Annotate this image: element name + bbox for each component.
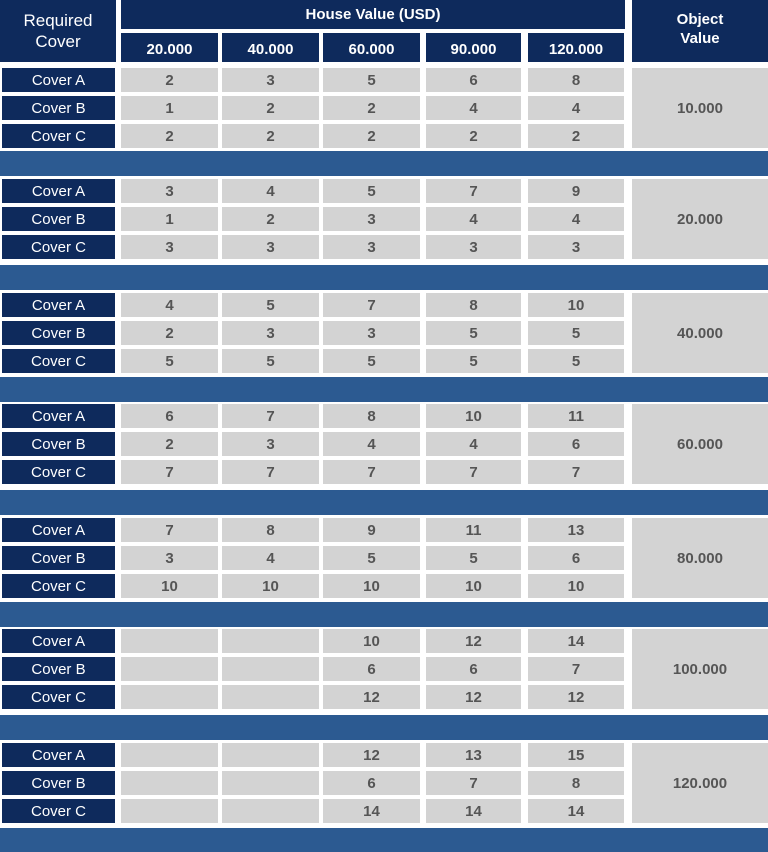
cover-value-cell: 4 bbox=[426, 207, 521, 231]
cover-label: Cover A bbox=[2, 68, 115, 92]
cover-value-cell: 4 bbox=[426, 432, 521, 456]
cover-value-cell: 8 bbox=[222, 518, 319, 542]
cover-value-cell: 4 bbox=[222, 179, 319, 203]
object-value-cell: 60.000 bbox=[632, 404, 768, 484]
cover-value-cell: 10 bbox=[222, 574, 319, 598]
cover-value-cell: 8 bbox=[528, 68, 624, 92]
cover-value-cell: 3 bbox=[222, 68, 319, 92]
cover-value-cell: 2 bbox=[121, 321, 218, 345]
cover-value-cell: 10 bbox=[426, 574, 521, 598]
cover-value-cell: 3 bbox=[323, 207, 420, 231]
cover-value-cell bbox=[121, 771, 218, 795]
cover-value-cell: 11 bbox=[426, 518, 521, 542]
cover-value-cell: 7 bbox=[528, 657, 624, 681]
cover-value-cell bbox=[222, 657, 319, 681]
cover-value-cell: 5 bbox=[323, 349, 420, 373]
house-value-header: House Value (USD) bbox=[121, 0, 625, 29]
cover-value-cell: 4 bbox=[121, 293, 218, 317]
cover-value-cell: 3 bbox=[222, 321, 319, 345]
cover-value-cell: 10 bbox=[323, 574, 420, 598]
group-separator-bar bbox=[0, 151, 768, 176]
cover-value-cell: 2 bbox=[121, 68, 218, 92]
cover-value-cell: 9 bbox=[528, 179, 624, 203]
cover-value-cell: 5 bbox=[426, 349, 521, 373]
cover-value-cell bbox=[121, 657, 218, 681]
house-value-col-header: 20.000 bbox=[121, 33, 218, 62]
cover-value-cell bbox=[222, 799, 319, 823]
cover-value-cell: 5 bbox=[528, 321, 624, 345]
cover-value-cell: 6 bbox=[426, 657, 521, 681]
cover-value-cell: 2 bbox=[121, 124, 218, 148]
cover-label: Cover B bbox=[2, 657, 115, 681]
cover-value-cell: 10 bbox=[426, 404, 521, 428]
cover-value-cell: 7 bbox=[528, 460, 624, 484]
cover-value-cell bbox=[222, 629, 319, 653]
object-value-cell: 120.000 bbox=[632, 743, 768, 823]
cover-value-cell: 13 bbox=[426, 743, 521, 767]
cover-label: Cover C bbox=[2, 799, 115, 823]
object-value-cell: 100.000 bbox=[632, 629, 768, 709]
cover-value-cell: 5 bbox=[426, 546, 521, 570]
cover-value-cell: 7 bbox=[323, 293, 420, 317]
cover-value-cell: 3 bbox=[323, 235, 420, 259]
cover-value-cell: 5 bbox=[121, 349, 218, 373]
cover-value-cell bbox=[222, 743, 319, 767]
group-separator-bar bbox=[0, 602, 768, 627]
cover-value-cell: 7 bbox=[121, 460, 218, 484]
required-cover-header: Required Cover bbox=[0, 0, 116, 62]
cover-label: Cover C bbox=[2, 574, 115, 598]
cover-value-cell: 13 bbox=[528, 518, 624, 542]
cover-value-cell: 8 bbox=[426, 293, 521, 317]
cover-label: Cover B bbox=[2, 96, 115, 120]
cover-value-cell: 14 bbox=[528, 629, 624, 653]
object-value-cell: 10.000 bbox=[632, 68, 768, 148]
cover-value-cell: 5 bbox=[426, 321, 521, 345]
cover-value-cell: 5 bbox=[222, 293, 319, 317]
cover-value-cell: 2 bbox=[222, 96, 319, 120]
cover-value-cell: 5 bbox=[222, 349, 319, 373]
cover-value-cell: 2 bbox=[426, 124, 521, 148]
cover-value-cell: 8 bbox=[323, 404, 420, 428]
cover-value-cell: 11 bbox=[528, 404, 624, 428]
cover-value-cell: 3 bbox=[121, 546, 218, 570]
cover-value-cell: 2 bbox=[528, 124, 624, 148]
cover-label: Cover C bbox=[2, 460, 115, 484]
cover-value-cell: 3 bbox=[222, 432, 319, 456]
cover-label: Cover C bbox=[2, 124, 115, 148]
cover-label: Cover A bbox=[2, 743, 115, 767]
object-value-header: Object Value bbox=[632, 0, 768, 62]
cover-label: Cover C bbox=[2, 349, 115, 373]
cover-value-cell: 2 bbox=[222, 124, 319, 148]
cover-value-cell: 4 bbox=[222, 546, 319, 570]
cover-value-cell: 3 bbox=[121, 179, 218, 203]
cover-value-cell: 1 bbox=[121, 207, 218, 231]
cover-label: Cover A bbox=[2, 179, 115, 203]
cover-value-cell: 7 bbox=[323, 460, 420, 484]
cover-value-cell bbox=[222, 771, 319, 795]
cover-value-cell: 7 bbox=[222, 404, 319, 428]
cover-value-cell: 2 bbox=[121, 432, 218, 456]
cover-value-cell: 12 bbox=[426, 629, 521, 653]
group-separator-bar bbox=[0, 490, 768, 515]
cover-label: Cover B bbox=[2, 432, 115, 456]
cover-value-cell: 12 bbox=[528, 685, 624, 709]
cover-label: Cover A bbox=[2, 518, 115, 542]
cover-value-cell: 10 bbox=[323, 629, 420, 653]
cover-value-cell: 1 bbox=[121, 96, 218, 120]
cover-label: Cover C bbox=[2, 235, 115, 259]
cover-label: Cover B bbox=[2, 207, 115, 231]
cover-value-cell: 10 bbox=[528, 293, 624, 317]
cover-value-cell: 14 bbox=[528, 799, 624, 823]
cover-value-cell: 10 bbox=[121, 574, 218, 598]
cover-value-cell: 7 bbox=[426, 771, 521, 795]
cover-label: Cover B bbox=[2, 321, 115, 345]
cover-value-cell: 7 bbox=[222, 460, 319, 484]
cover-value-cell: 6 bbox=[528, 546, 624, 570]
house-value-col-header: 40.000 bbox=[222, 33, 319, 62]
object-value-cell: 80.000 bbox=[632, 518, 768, 598]
cover-value-cell: 6 bbox=[121, 404, 218, 428]
cover-value-cell: 14 bbox=[323, 799, 420, 823]
cover-value-cell: 3 bbox=[528, 235, 624, 259]
cover-label: Cover A bbox=[2, 404, 115, 428]
cover-value-cell: 12 bbox=[426, 685, 521, 709]
cover-value-cell: 3 bbox=[426, 235, 521, 259]
cover-value-cell: 12 bbox=[323, 743, 420, 767]
cover-value-cell: 3 bbox=[121, 235, 218, 259]
cover-value-cell: 5 bbox=[323, 179, 420, 203]
cover-value-cell: 5 bbox=[528, 349, 624, 373]
cover-value-cell: 3 bbox=[222, 235, 319, 259]
house-value-col-header: 60.000 bbox=[323, 33, 420, 62]
cover-value-cell bbox=[121, 743, 218, 767]
cover-value-cell: 5 bbox=[323, 546, 420, 570]
house-value-col-header: 120.000 bbox=[528, 33, 624, 62]
cover-value-cell: 7 bbox=[426, 460, 521, 484]
cover-label: Cover A bbox=[2, 293, 115, 317]
group-separator-bar bbox=[0, 265, 768, 290]
group-separator-bar bbox=[0, 828, 768, 852]
cover-value-cell bbox=[121, 685, 218, 709]
cover-value-cell: 2 bbox=[222, 207, 319, 231]
cover-value-cell: 4 bbox=[528, 207, 624, 231]
cover-value-cell: 4 bbox=[323, 432, 420, 456]
cover-value-cell: 2 bbox=[323, 96, 420, 120]
object-value-cell: 40.000 bbox=[632, 293, 768, 373]
cover-value-cell bbox=[121, 629, 218, 653]
cover-label: Cover B bbox=[2, 771, 115, 795]
cover-value-cell: 14 bbox=[426, 799, 521, 823]
object-value-cell: 20.000 bbox=[632, 179, 768, 259]
cover-value-cell: 6 bbox=[323, 771, 420, 795]
cover-value-cell: 8 bbox=[528, 771, 624, 795]
cover-value-cell: 5 bbox=[323, 68, 420, 92]
cover-value-cell: 12 bbox=[323, 685, 420, 709]
cover-value-cell: 7 bbox=[426, 179, 521, 203]
cover-value-cell: 7 bbox=[121, 518, 218, 542]
cover-value-cell: 6 bbox=[323, 657, 420, 681]
cover-value-cell: 9 bbox=[323, 518, 420, 542]
cover-label: Cover B bbox=[2, 546, 115, 570]
cover-value-cell: 10 bbox=[528, 574, 624, 598]
house-value-col-header: 90.000 bbox=[426, 33, 521, 62]
cover-value-cell: 15 bbox=[528, 743, 624, 767]
cover-value-cell: 2 bbox=[323, 124, 420, 148]
cover-label: Cover C bbox=[2, 685, 115, 709]
group-separator-bar bbox=[0, 377, 768, 402]
cover-value-cell: 4 bbox=[426, 96, 521, 120]
cover-value-cell: 3 bbox=[323, 321, 420, 345]
cover-value-cell bbox=[222, 685, 319, 709]
cover-value-cell: 4 bbox=[528, 96, 624, 120]
cover-value-cell: 6 bbox=[528, 432, 624, 456]
cover-value-cell: 6 bbox=[426, 68, 521, 92]
cover-label: Cover A bbox=[2, 629, 115, 653]
cover-value-cell bbox=[121, 799, 218, 823]
group-separator-bar bbox=[0, 715, 768, 740]
